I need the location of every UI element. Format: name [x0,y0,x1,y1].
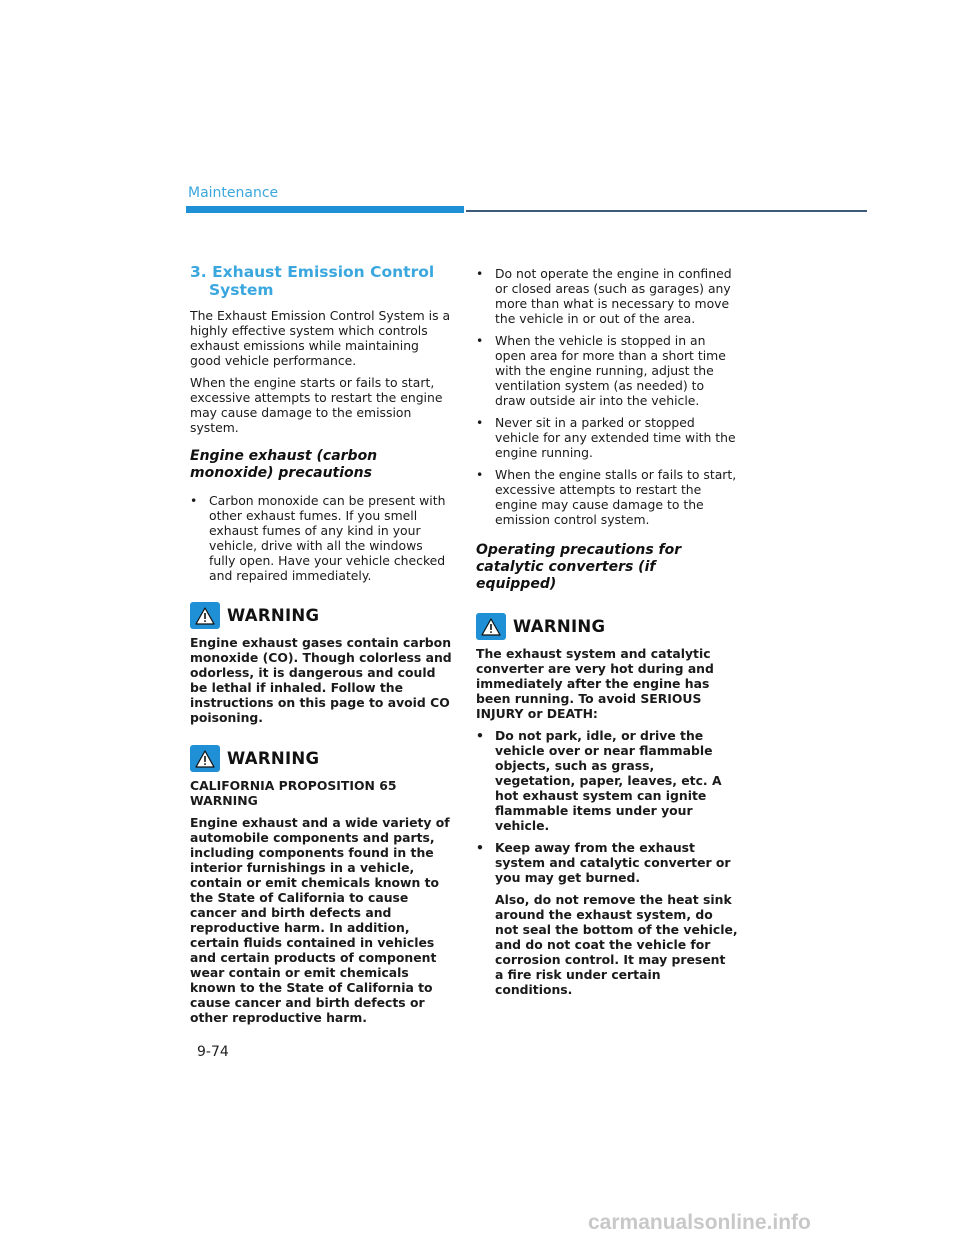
header-accent-bar [186,206,464,213]
list-item: • When the engine stalls or fails to start, excessive attempts to restart the engine may cause damage to the emission control system. [476,467,737,527]
warning-title: CALIFORNIA PROPOSITION 65 WARNING [190,778,397,808]
subheading-catalytic-converters: Operating precautions for catalytic converters (if equipped) [476,542,682,592]
section-header-label: Maintenance [188,185,279,201]
warning-heading [190,602,452,629]
warning-continuation: Also, do not remove the heat sink around the exhaust system, do not seal the bottom of the vehicle, and do not coat the vehicle for corrosion control. It may present a fire risk under certain conditions. [495,892,738,997]
warning-heading [190,745,452,772]
warning-triangle-icon [476,613,506,640]
bullet-icon: • [476,840,484,855]
page-number: 9-74 [197,1044,229,1060]
bullet-icon: • [190,493,198,508]
section-title [190,263,452,299]
intro-paragraph: When the engine starts or fails to start, excessive attempts to restart the engine may cause damage to the emission system. [190,375,443,435]
header-rule [466,210,867,212]
section-title-line1: 3. Exhaust Emission Control [190,263,435,281]
warning-label: WARNING [227,749,320,768]
bullet-icon: • [476,415,484,430]
right-column [476,266,738,1004]
warning-text: Engine exhaust gases contain carbon monoxide (CO). Though colorless and odorless, it is dangerous and could be lethal if inhaled. Follow the instructions on this page to avoid CO poisoning. [190,635,452,725]
bullet-icon: • [476,728,484,743]
warning-triangle-icon [190,745,220,772]
warning-label: WARNING [227,606,320,625]
list-item: • Do not park, idle, or drive the vehicle over or near flammable objects, such as grass, vegetation, paper, leaves, etc. A hot exhaust system can ignite flammable items under your vehicle. [476,728,722,833]
bullet-icon: • [476,266,484,281]
subheading-co-precautions: Engine exhaust (carbon monoxide) precautions [190,448,378,481]
warning-heading [476,613,738,640]
warning-text: Engine exhaust and a wide variety of automobile components and parts, including components found in the interior furnishings in a vehicle, contain or emit chemicals known to the State of California to cause cancer and birth defects and reproductive harm. In addition, certain fluids contained in vehicles and certain products of component wear contain or emit chemicals known to the State of California to cause cancer and birth defects or other reproductive harm. [190,815,450,1025]
bullet-icon: • [476,467,484,482]
list-item: • Do not operate the engine in confined or closed areas (such as garages) any more than what is necessary to move the vehicle in or out of the area. [476,266,732,326]
section-title-line2: System [209,281,274,299]
list-item: • Keep away from the exhaust system and catalytic converter or you may get burned. [476,840,731,885]
watermark: carmanualsonline.info [588,1211,811,1234]
list-item: • Never sit in a parked or stopped vehicle for any extended time with the engine running. [476,415,736,460]
left-column [190,263,452,1032]
intro-paragraph: The Exhaust Emission Control System is a highly effective system which controls exhaust emissions while maintaining good vehicle performance. [190,308,451,368]
warning-triangle-icon [190,602,220,629]
warning-intro: The exhaust system and catalytic converter are very hot during and immediately after the engine has been running. To avoid SERIOUS INJURY or DEATH: [476,646,714,721]
list-item: • When the vehicle is stopped in an open area for more than a short time with the engine running, adjust the ventilation system (as needed) to draw outside air into the vehicle. [476,333,726,408]
bullet-icon: • [476,333,484,348]
warning-label: WARNING [513,617,606,636]
list-item: • Carbon monoxide can be present with other exhaust fumes. If you smell exhaust fumes of any kind in your vehicle, drive with all the windows fully open. Have your vehicle checked and repaired immediately. [190,493,446,583]
